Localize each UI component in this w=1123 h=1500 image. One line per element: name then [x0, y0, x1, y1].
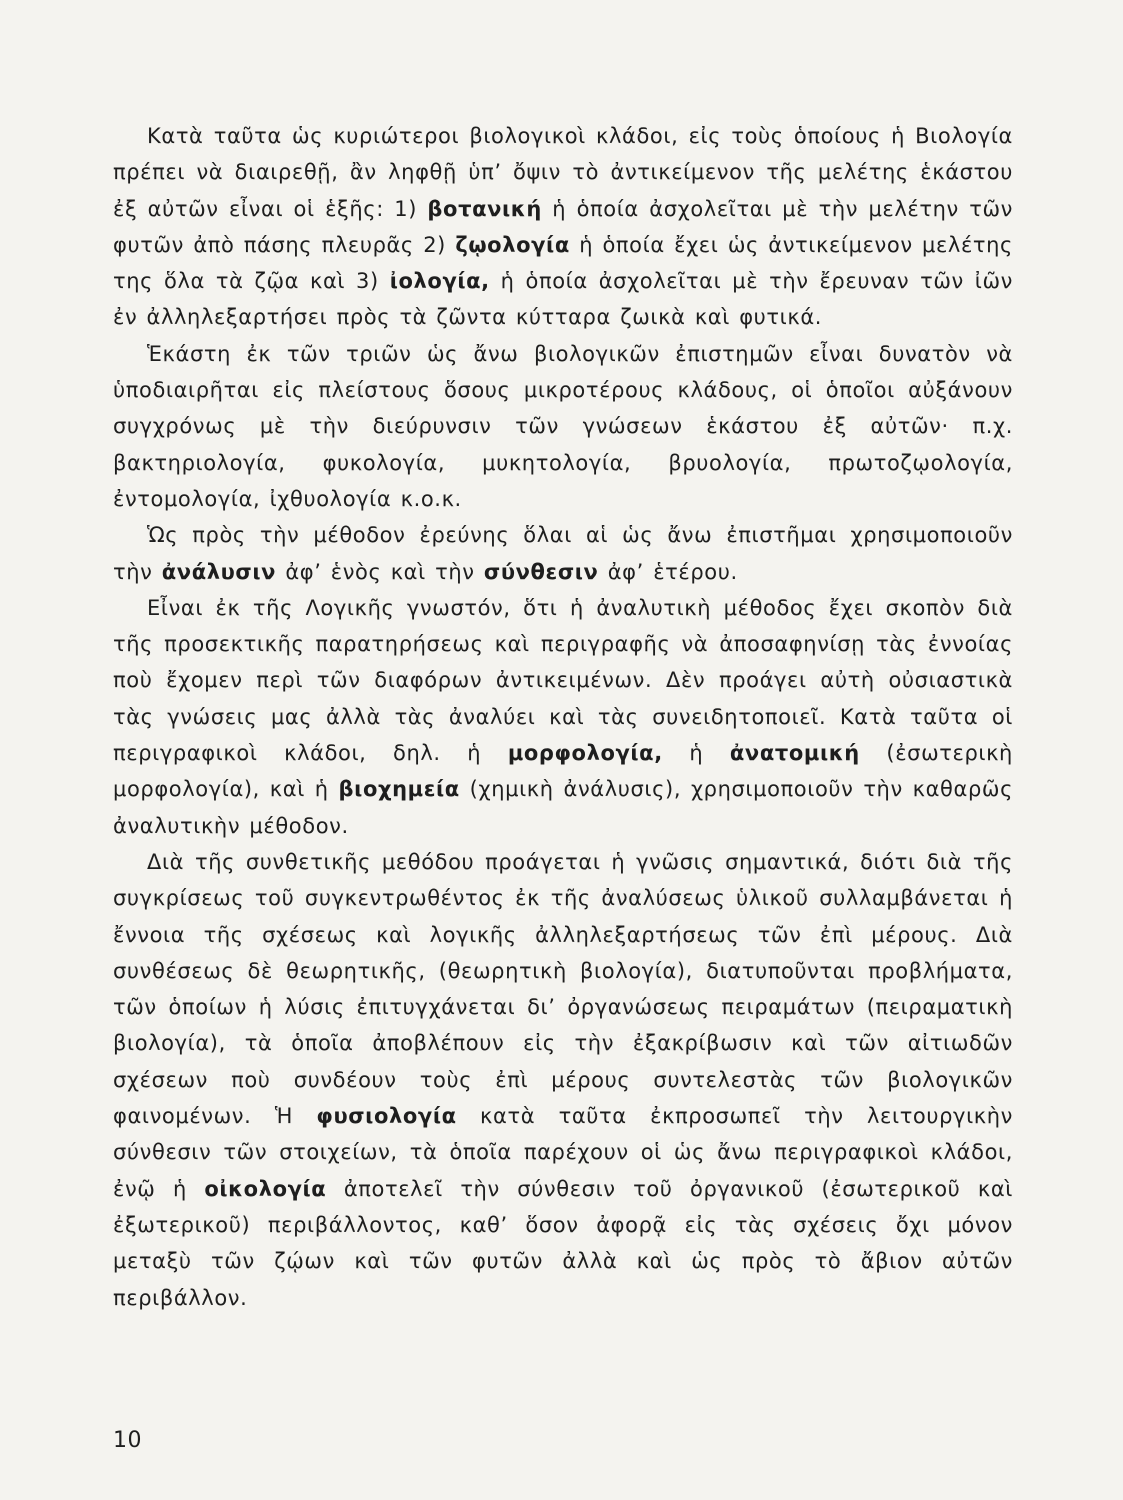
- body-text: [113, 118, 1013, 1316]
- text-run: Ὡς πρὸς τὴν μέθοδον ἐρεύνης ὅλαι αἱ ὡς ἄνω ἐπιστῆμαι χρησιμοποιοῦν τὴν: [113, 523, 1013, 584]
- text-run: Κατὰ ταῦτα ὡς κυριώτεροι βιολογικοὶ κλάδοι, εἰς τοὺς ὁποίους ἡ Βιολογία πρέπει νὰ διαιρεθῇ, ἂν ληφθῇ ὑπ’ ὄψιν τὸ ἀντικείμενον τῆς μελέτης ἑκάστου ἐξ αὐτῶν εἶναι οἱ ἑξῆς: 1): [113, 124, 1013, 221]
- text-run: ἡ ὁποία ἀσχολεῖται μὲ τὴν μελέτην τῶν φυτῶν ἀπὸ πάσης πλευρᾶς 2): [113, 196, 1013, 257]
- text-run: Διὰ τῆς συνθετικῆς μεθόδου προάγεται ἡ γνῶσις σημαντικά, διότι διὰ τῆς συγκρίσεως τοῦ συγκεντρωθέντος ἐκ τῆς ἀναλύσεως ὑλικοῦ συλλαμβάνεται ἡ ἔννοια τῆς σχέσεως καὶ λογικῆς ἀλληλεξαρτήσεως τῶν ἐπὶ μέρους. Διὰ συνθέσεως δὲ θεωρητικῆς, (θεωρητικὴ βιολογία), διατυποῦνται προβλήματα, τῶν ὁποίων ἡ λύσις ἐπιτυγχάνεται δι’ ὀργανώσεως πειραμάτων (πειραματικὴ βιολογία), τὰ ὁποῖα ἀποβλέπουν εἰς τὴν ἐξακρίβωσιν καὶ τῶν αἰτιωδῶν σχέσεων ποὺ συνδέουν τοὺς ἐπὶ μέρους συντελεστὰς τῶν βιολογικῶν φαινομένων. Ἡ: [113, 849, 1013, 1129]
- text-run: ἀφ’ ἑτέρου.: [598, 559, 738, 584]
- text-run: ἡ ὁποία ἀσχολεῖται μὲ τὴν ἔρευναν τῶν ἰῶν ἐν ἀλληλεξαρτήσει πρὸς τὰ ζῶντα κύτταρα ζωικὰ καὶ φυτικά.: [113, 269, 1013, 330]
- bold-term: ἀνατομική: [729, 741, 860, 766]
- bold-term: βοτανική: [427, 196, 542, 221]
- bold-term: φυσιολογία: [316, 1104, 457, 1129]
- text-run: ἀφ’ ἑνὸς καὶ τὴν: [276, 559, 484, 584]
- text-run: (χημικὴ ἀνάλυσις), χρησιμοποιοῦν τὴν καθαρῶς ἀναλυτικὴν μέθοδον.: [113, 777, 1013, 838]
- text-run: Ἑκάστη ἐκ τῶν τριῶν ὡς ἄνω βιολογικῶν ἐπιστημῶν εἶναι δυνατὸν νὰ ὑποδιαιρῆται εἰς πλείστους ὅσους μικροτέρους κλάδους, οἱ ὁποῖοι αὐξάνουν συγχρόνως μὲ τὴν διεύρυνσιν τῶν γνώσεων ἑκάστου ἐξ αὐτῶν· π.χ. βακτηριολογία, φυκολογία, μυκητολογία, βρυολογία, πρωτοζῳολογία, ἐντομολογία, ἰχθυολογία κ.ο.κ.: [113, 341, 1013, 511]
- bold-term: οἰκολογία: [204, 1176, 327, 1201]
- paragraph: [113, 517, 1013, 590]
- text-run: ἀποτελεῖ τὴν σύνθεσιν τοῦ ὀργανικοῦ (ἐσωτερικοῦ καὶ ἐξωτερικοῦ) περιβάλλοντος, καθ’ ὅσον ἀφορᾷ εἰς τὰς σχέσεις ὄχι μόνον μεταξὺ τῶν ζῴων καὶ τῶν φυτῶν ἀλλὰ καὶ ὡς πρὸς τὸ ἄβιον αὐτῶν περιβάλλον.: [113, 1176, 1013, 1310]
- text-run: Εἶναι ἐκ τῆς Λογικῆς γνωστόν, ὅτι ἡ ἀναλυτικὴ μέθοδος ἔχει σκοπὸν διὰ τῆς προσεκτικῆς παρατηρήσεως καὶ περιγραφῆς νὰ ἀποσαφηνίσῃ τὰς ἐννοίας ποὺ ἔχομεν περὶ τῶν διαφόρων ἀντικειμένων. Δὲν προάγει αὐτὴ οὐσιαστικὰ τὰς γνώσεις μας ἀλλὰ τὰς ἀναλύει καὶ τὰς συνειδητοποιεῖ. Κατὰ ταῦτα οἱ περιγραφικοὶ κλάδοι, δηλ. ἡ: [113, 595, 1013, 766]
- text-run: κατὰ ταῦτα ἐκπροσωπεῖ τὴν λειτουργικὴν σύνθεσιν τῶν στοιχείων, τὰ ὁποῖα παρέχουν οἱ ὡς ἄνω περιγραφικοὶ κλάδοι, ἐνῷ ἡ: [113, 1104, 1014, 1201]
- bold-term: σύνθεσιν: [483, 559, 599, 584]
- paragraph: [113, 590, 1013, 844]
- paragraph: [113, 118, 1013, 336]
- page-number: 10: [113, 1428, 142, 1453]
- bold-term: ἀνάλυσιν: [161, 559, 277, 584]
- text-run: (ἐσωτερικὴ μορφολογία), καὶ ἡ: [113, 741, 1013, 802]
- paragraph: [113, 336, 1013, 517]
- bold-term: βιοχημεία: [338, 777, 460, 802]
- paragraph: [113, 844, 1013, 1316]
- bold-term: ζῳολογία: [455, 232, 570, 257]
- text-run: ἡ: [662, 741, 730, 766]
- bold-term: ἰολογία,: [389, 269, 490, 294]
- bold-term: μορφολογία,: [507, 741, 663, 766]
- text-run: ἡ ὁποία ἔχει ὡς ἀντικείμενον μελέτης της ὅλα τὰ ζῷα καὶ 3): [113, 232, 1013, 294]
